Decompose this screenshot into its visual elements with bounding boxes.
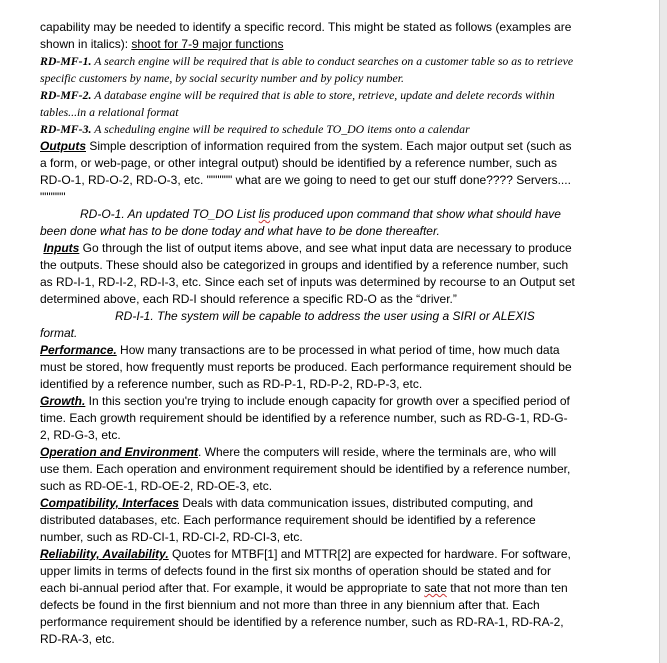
reliability-text: Quotes for MTBF — [168, 547, 265, 561]
mf-item-text: A database engine will be required that is able to store, retrieve, update and delete records within tables...in a relational format — [40, 88, 555, 119]
inputs-heading: Inputs — [43, 241, 80, 255]
outputs-paragraph — [40, 138, 575, 206]
mf-item-3 — [40, 121, 575, 138]
performance-paragraph — [40, 342, 575, 393]
reliability-heading: Reliability, Availability. — [40, 547, 169, 561]
reliability-text: are expected for hardware. For software, upper limits in terms of defects found in the first six months of operation should be stated and for each bi-annual period after that. For example, it would be appropriate to — [40, 547, 571, 595]
operation-heading: Operation and Environment — [40, 445, 199, 459]
compat-heading: Compatibility, Interfaces — [40, 496, 179, 510]
operation-text: . Where the computers will reside, where the terminals are, who will use them. Each operation and environment requirement should be identified by a reference number, such as RD-OE-1, RD-OE-2, RD-OE-3, etc. — [40, 445, 571, 493]
mf-item-2 — [40, 87, 575, 121]
spellcheck-word[interactable]: lis — [258, 207, 271, 221]
inputs-text: Go through the list of output items above, and see what input data are necessary to produce the outputs. These should also be categorized in groups and identified by a reference number, such as RD-I-1, RD-I-2, RD-I-3, etc. Since each set of inputs was determined by recourse to an Output set determined above, each RD-I should reference a specific RD-O as the “driver.” — [40, 241, 575, 306]
spellcheck-word[interactable]: sate — [424, 581, 447, 595]
performance-text: How many transactions are to be processed in what period of time, how much data must be stored, how frequently must reports be produced. Each performance requirement should be identified by a reference number, such as RD-P-1, RD-P-2, RD-P-3, etc. — [40, 343, 572, 391]
scrollbar-track[interactable] — [659, 0, 667, 663]
mf-item-id: RD-MF-2. — [40, 88, 92, 102]
compat-text: Deals with data communication issues, distributed computing, and distributed databases, etc. Each performance requirement should be identified by a reference number, such as RD-CI-1, RD-CI-2, RD-CI-3, etc. — [40, 496, 536, 544]
mf-item-text: A scheduling engine will be required to schedule TO_DO items onto a calendar — [91, 122, 470, 136]
reliability-paragraph — [40, 546, 575, 648]
intro-paragraph — [40, 19, 575, 53]
growth-heading: Growth. — [40, 394, 86, 408]
outputs-heading: Outputs — [40, 139, 86, 153]
intro-underlined-text: shoot for 7-9 major functions — [131, 37, 284, 51]
outputs-example-text: RD-O-1. An updated TO_DO List — [80, 207, 259, 221]
intro-text: capability may be needed to identify a specific record. This might be stated as follows (examples are shown in italics): — [40, 20, 572, 51]
inputs-example-text: RD-I-1. The system will be capable to address the user using a SIRI or ALEXIS format. — [40, 309, 535, 340]
mf-item-id: RD-MF-3. — [40, 122, 92, 136]
outputs-text: Simple description of information required from the system. Each major output set (such as a form, or web-page, or other integral output) should be identified by a reference number, such as RD-O-1, RD-O-2, RD-O-3, etc. """""" what are we going to need to get our stuff done???? Servers.... """""" — [40, 139, 572, 204]
growth-text: In this section you're trying to include enough capacity for growth over a specified period of time. Each growth requirement should be identified by a reference number, such as RD-G-1, RD-G-2, RD-G-3, etc. — [40, 394, 570, 442]
growth-paragraph — [40, 393, 575, 444]
document-body — [40, 19, 575, 648]
mf-item-1 — [40, 53, 575, 87]
outputs-example-text: produced upon command that show what should have been done what has to be done today and what have to be done thereafter. — [40, 207, 561, 238]
inputs-paragraph — [40, 240, 575, 308]
footnote-ref-1[interactable]: [1] — [264, 547, 278, 561]
performance-heading: Performance. — [40, 343, 117, 357]
inputs-example — [40, 308, 575, 342]
mf-item-id: RD-MF-1. — [40, 54, 92, 68]
compat-paragraph — [40, 495, 575, 546]
outputs-example — [40, 206, 575, 240]
footnote-ref-2[interactable]: [2] — [337, 547, 351, 561]
reliability-text: that not more than ten defects be found in the first biennium and not more than three in any biennium after that. Each performance requirement should be identified by a reference number, such as RD-RA-1, RD-RA-2, RD-RA-3, etc. — [40, 581, 568, 646]
operation-paragraph — [40, 444, 575, 495]
mf-item-text: A search engine will be required that is able to conduct searches on a customer table so as to retrieve specific customers by name, by social security number and by policy number. — [40, 54, 574, 85]
reliability-text: and MTTR — [277, 547, 338, 561]
